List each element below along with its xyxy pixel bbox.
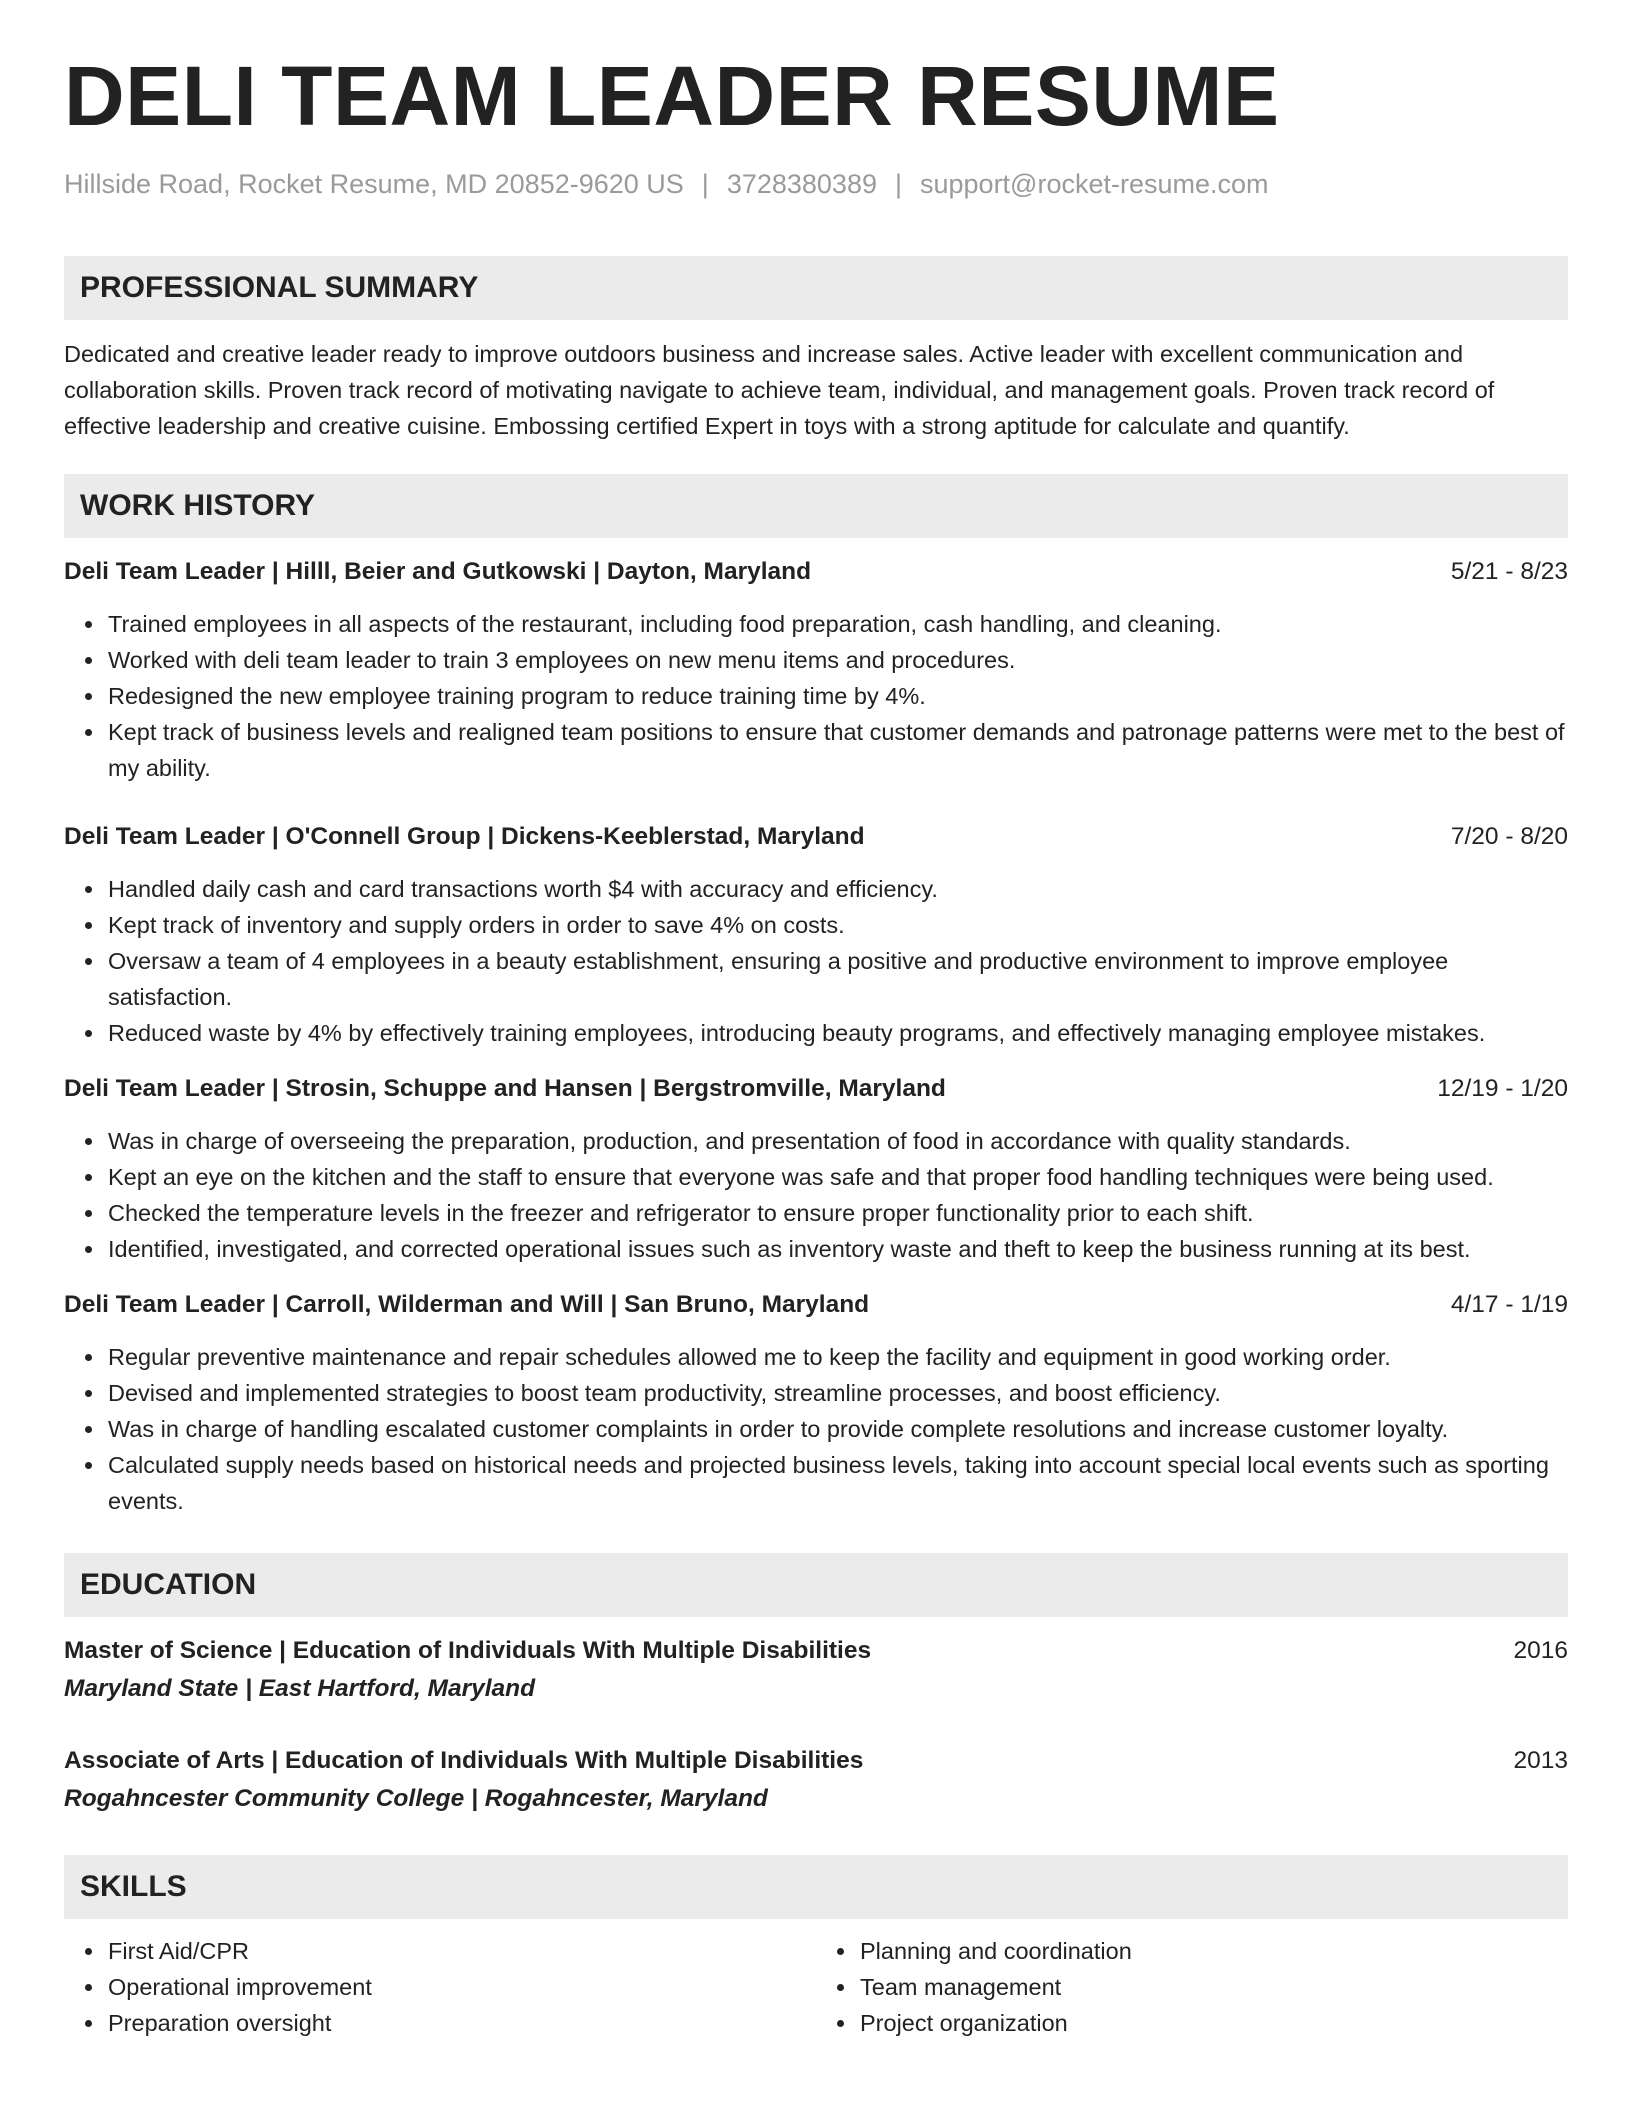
job-title: Deli Team Leader | Hilll, Beier and Gutkowski | Dayton, Maryland [64, 558, 812, 586]
job-bullet: Devised and implemented strategies to boost team productivity, streamline processes, and boost efficiency. [108, 1375, 1568, 1411]
education-heading: EDUCATION [64, 1553, 1568, 1617]
job-bullet: Was in charge of overseeing the preparation, production, and presentation of food in accordance with quality standards. [108, 1123, 1568, 1159]
resume-title: DELI TEAM LEADER RESUME [64, 49, 1280, 143]
job-entry [64, 819, 1568, 1051]
contact-email: support@rocket-resume.com [920, 169, 1269, 199]
work-history-heading: WORK HISTORY [64, 474, 1568, 538]
contact-separator: | [894, 169, 902, 199]
job-bullet: Trained employees in all aspects of the restaurant, including food preparation, cash handling, and cleaning. [108, 606, 1568, 642]
job-bullet: Handled daily cash and card transactions worth $4 with accuracy and efficiency. [108, 871, 1568, 907]
job-bullet: Checked the temperature levels in the freezer and refrigerator to ensure proper functionality prior to each shift. [108, 1195, 1568, 1231]
skills-heading: SKILLS [64, 1855, 1568, 1919]
job-dates: 4/17 - 1/19 [1450, 1291, 1568, 1319]
education-degree: Associate of Arts | Education of Individuals With Multiple Disabilities [64, 1747, 864, 1775]
job-dates: 5/21 - 8/23 [1450, 558, 1568, 586]
contact-line [64, 168, 1568, 200]
skill-item: Operational improvement [108, 1969, 816, 2005]
job-bullet: Reduced waste by 4% by effectively training employees, introducing beauty programs, and effectively managing employee mistakes. [108, 1015, 1568, 1051]
summary-heading: PROFESSIONAL SUMMARY [64, 256, 1568, 320]
job-bullet: Was in charge of handling escalated customer complaints in order to provide complete resolutions and increase customer loyalty. [108, 1411, 1568, 1447]
skill-item: Project organization [860, 2005, 1568, 2041]
job-bullets [64, 871, 1568, 1051]
skills-column-left [64, 1933, 816, 2041]
contact-phone: 3728380389 [726, 169, 877, 199]
job-title: Deli Team Leader | Carroll, Wilderman and Will | San Bruno, Maryland [64, 1291, 870, 1319]
education-year: 2016 [1513, 1637, 1568, 1665]
job-bullet: Regular preventive maintenance and repair schedules allowed me to keep the facility and equipment in good working order. [108, 1339, 1568, 1375]
contact-separator: | [701, 169, 709, 199]
job-bullet: Calculated supply needs based on historical needs and projected business levels, taking into account special local events such as sporting events. [108, 1447, 1568, 1519]
job-bullets [64, 1339, 1568, 1519]
skills-list [64, 1933, 1568, 2041]
job-title: Deli Team Leader | O'Connell Group | Dickens-Keeblerstad, Maryland [64, 823, 865, 851]
job-dates: 12/19 - 1/20 [1437, 1075, 1568, 1103]
education-degree: Master of Science | Education of Individuals With Multiple Disabilities [64, 1637, 872, 1665]
job-bullet: Identified, investigated, and corrected operational issues such as inventory waste and theft to keep the business running at its best. [108, 1231, 1568, 1267]
summary-text: Dedicated and creative leader ready to improve outdoors business and increase sales. Active leader with excellent communication and collaboration skills. Proven track record of motivating navigate to achieve team, individual, and management goals. Proven track record of effective leadership and creative cuisine. Embossing certified Expert in toys with a strong aptitude for calculate and quantify. [64, 341, 1495, 440]
job-bullet: Oversaw a team of 4 employees in a beauty establishment, ensuring a positive and productive environment to improve employee satisfaction. [108, 943, 1568, 1015]
job-bullet: Kept track of inventory and supply orders in order to save 4% on costs. [108, 907, 1568, 943]
job-bullet: Kept track of business levels and realigned team positions to ensure that customer demands and patronage patterns were met to the best of my ability. [108, 714, 1568, 786]
job-bullet: Redesigned the new employee training program to reduce training time by 4%. [108, 678, 1568, 714]
job-bullet: Kept an eye on the kitchen and the staff to ensure that everyone was safe and that proper food handling techniques were being used. [108, 1159, 1568, 1195]
job-bullets [64, 606, 1568, 786]
skill-item: Planning and coordination [860, 1933, 1568, 1969]
skills-column-right [816, 1933, 1568, 2041]
job-dates: 7/20 - 8/20 [1450, 823, 1568, 851]
skill-item: Team management [860, 1969, 1568, 2005]
skill-item: First Aid/CPR [108, 1933, 816, 1969]
education-school: Rogahncester Community College | Rogahncester, Maryland [64, 1785, 768, 1813]
education-school: Maryland State | East Hartford, Maryland [64, 1675, 536, 1703]
job-bullets [64, 1123, 1568, 1267]
job-entry [64, 554, 1568, 786]
job-entry [64, 1287, 1568, 1519]
job-entry [64, 1071, 1568, 1267]
skill-item: Preparation oversight [108, 2005, 816, 2041]
education-year: 2013 [1513, 1747, 1568, 1775]
education-entry [64, 1743, 1568, 1819]
job-title: Deli Team Leader | Strosin, Schuppe and Hansen | Bergstromville, Maryland [64, 1075, 946, 1103]
job-bullet: Worked with deli team leader to train 3 employees on new menu items and procedures. [108, 642, 1568, 678]
education-entry [64, 1633, 1568, 1709]
contact-address: Hillside Road, Rocket Resume, MD 20852-9620 US [64, 169, 684, 199]
